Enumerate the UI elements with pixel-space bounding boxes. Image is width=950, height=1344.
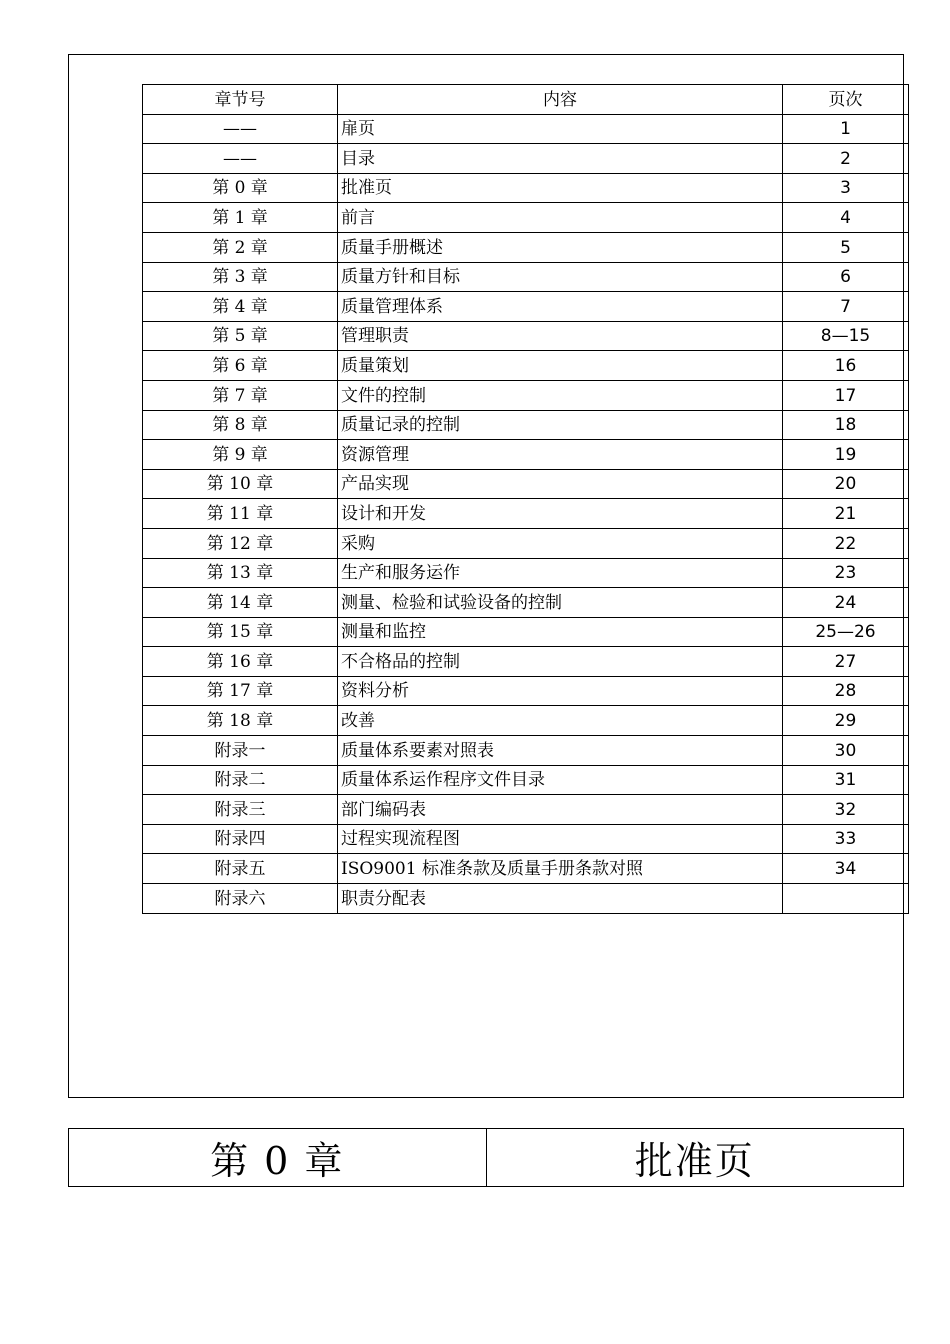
toc-content-cell: ISO9001 标准条款及质量手册条款对照 <box>338 854 783 884</box>
toc-content-cell: 文件的控制 <box>338 380 783 410</box>
toc-row <box>143 765 909 795</box>
toc-content-cell: 采购 <box>338 528 783 558</box>
chapter-title: 批准页 <box>486 1129 904 1186</box>
toc-row <box>143 144 909 174</box>
toc-row <box>143 232 909 262</box>
toc-row <box>143 854 909 884</box>
toc-page-cell: 18 <box>783 410 909 440</box>
toc-row <box>143 440 909 470</box>
toc-chapter-cell: 第 12 章 <box>143 528 338 558</box>
toc-chapter-cell: 第 17 章 <box>143 676 338 706</box>
toc-content-cell: 质量体系要素对照表 <box>338 736 783 766</box>
toc-content-cell: 质量记录的控制 <box>338 410 783 440</box>
toc-content-cell: 设计和开发 <box>338 499 783 529</box>
toc-page-cell <box>783 884 909 914</box>
toc-chapter-cell: —— <box>143 114 338 144</box>
toc-content-cell: 部门编码表 <box>338 795 783 825</box>
toc-table <box>142 84 909 914</box>
toc-row <box>143 824 909 854</box>
toc-content-cell: 改善 <box>338 706 783 736</box>
toc-chapter-cell: —— <box>143 144 338 174</box>
header-content: 内容 <box>338 85 783 115</box>
toc-chapter-cell: 第 1 章 <box>143 203 338 233</box>
toc-content-cell: 管理职责 <box>338 321 783 351</box>
toc-page-cell: 23 <box>783 558 909 588</box>
toc-page-cell: 5 <box>783 232 909 262</box>
toc-chapter-cell: 第 3 章 <box>143 262 338 292</box>
toc-row <box>143 676 909 706</box>
header-chapter: 章节号 <box>143 85 338 115</box>
toc-page-cell: 31 <box>783 765 909 795</box>
toc-content-cell: 测量、检验和试验设备的控制 <box>338 588 783 618</box>
toc-content-cell: 批准页 <box>338 173 783 203</box>
toc-row <box>143 410 909 440</box>
toc-content-cell: 职责分配表 <box>338 884 783 914</box>
toc-content-cell: 质量管理体系 <box>338 292 783 322</box>
toc-content-cell: 生产和服务运作 <box>338 558 783 588</box>
toc-page-cell: 33 <box>783 824 909 854</box>
header-page: 页次 <box>783 85 909 115</box>
toc-content-cell: 资源管理 <box>338 440 783 470</box>
toc-content-cell: 产品实现 <box>338 469 783 499</box>
toc-chapter-cell: 第 18 章 <box>143 706 338 736</box>
toc-page-cell: 4 <box>783 203 909 233</box>
toc-row <box>143 736 909 766</box>
toc-content-cell: 质量方针和目标 <box>338 262 783 292</box>
toc-page-cell: 32 <box>783 795 909 825</box>
toc-page-cell: 25—26 <box>783 617 909 647</box>
toc-chapter-cell: 第 0 章 <box>143 173 338 203</box>
toc-content-cell: 质量体系运作程序文件目录 <box>338 765 783 795</box>
toc-row <box>143 617 909 647</box>
toc-chapter-cell: 第 6 章 <box>143 351 338 381</box>
toc-page-cell: 30 <box>783 736 909 766</box>
toc-row <box>143 795 909 825</box>
toc-chapter-cell: 附录一 <box>143 736 338 766</box>
toc-chapter-cell: 第 14 章 <box>143 588 338 618</box>
toc-header-row <box>143 85 909 115</box>
toc-page-cell: 21 <box>783 499 909 529</box>
toc-page-cell: 2 <box>783 144 909 174</box>
toc-chapter-cell: 第 5 章 <box>143 321 338 351</box>
chapter-header <box>68 1128 904 1187</box>
toc-chapter-cell: 附录四 <box>143 824 338 854</box>
toc-chapter-cell: 附录五 <box>143 854 338 884</box>
toc-chapter-cell: 附录二 <box>143 765 338 795</box>
toc-row <box>143 558 909 588</box>
toc-row <box>143 351 909 381</box>
chapter-number: 第 0 章 <box>210 1139 345 1183</box>
toc-row <box>143 292 909 322</box>
toc-row <box>143 114 909 144</box>
toc-chapter-cell: 第 10 章 <box>143 469 338 499</box>
toc-chapter-cell: 第 9 章 <box>143 440 338 470</box>
toc-page-cell: 20 <box>783 469 909 499</box>
toc-row <box>143 469 909 499</box>
toc-row <box>143 262 909 292</box>
toc-content-cell: 过程实现流程图 <box>338 824 783 854</box>
toc-content-cell: 扉页 <box>338 114 783 144</box>
toc-page-cell: 3 <box>783 173 909 203</box>
toc-row <box>143 706 909 736</box>
toc-chapter-cell: 第 16 章 <box>143 647 338 677</box>
toc-page-cell: 22 <box>783 528 909 558</box>
toc-row <box>143 528 909 558</box>
toc-chapter-cell: 附录三 <box>143 795 338 825</box>
toc-chapter-cell: 第 11 章 <box>143 499 338 529</box>
toc-row <box>143 380 909 410</box>
toc-page-cell: 17 <box>783 380 909 410</box>
toc-page-cell: 29 <box>783 706 909 736</box>
toc-page-cell: 8—15 <box>783 321 909 351</box>
toc-page-cell: 24 <box>783 588 909 618</box>
toc-content-cell: 目录 <box>338 144 783 174</box>
toc-row <box>143 173 909 203</box>
toc-chapter-cell: 第 4 章 <box>143 292 338 322</box>
toc-content-cell: 资料分析 <box>338 676 783 706</box>
toc-page-cell: 7 <box>783 292 909 322</box>
toc-row <box>143 321 909 351</box>
toc-page-cell: 1 <box>783 114 909 144</box>
toc-content-cell: 质量手册概述 <box>338 232 783 262</box>
toc-content-cell: 测量和监控 <box>338 617 783 647</box>
toc-content-cell: 质量策划 <box>338 351 783 381</box>
toc-chapter-cell: 附录六 <box>143 884 338 914</box>
toc-chapter-cell: 第 13 章 <box>143 558 338 588</box>
toc-row <box>143 647 909 677</box>
toc-page-cell: 28 <box>783 676 909 706</box>
toc-row <box>143 588 909 618</box>
toc-page-cell: 27 <box>783 647 909 677</box>
toc-content-cell: 前言 <box>338 203 783 233</box>
toc-chapter-cell: 第 8 章 <box>143 410 338 440</box>
toc-content-cell: 不合格品的控制 <box>338 647 783 677</box>
toc-page-cell: 19 <box>783 440 909 470</box>
toc-page-cell: 16 <box>783 351 909 381</box>
toc-chapter-cell: 第 15 章 <box>143 617 338 647</box>
toc-chapter-cell: 第 2 章 <box>143 232 338 262</box>
toc-row <box>143 499 909 529</box>
toc-page-cell: 6 <box>783 262 909 292</box>
toc-page-cell: 34 <box>783 854 909 884</box>
toc-row <box>143 203 909 233</box>
toc-chapter-cell: 第 7 章 <box>143 380 338 410</box>
toc-row <box>143 884 909 914</box>
